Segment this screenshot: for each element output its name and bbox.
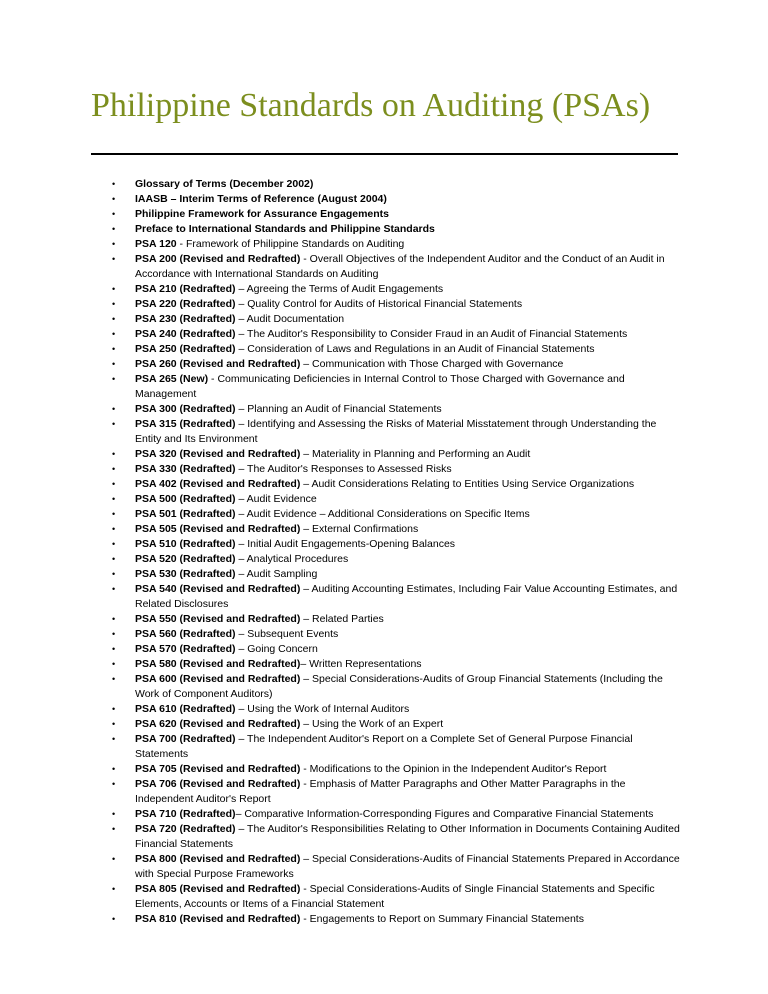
list-item	[112, 312, 682, 327]
bullet-icon: •	[112, 539, 116, 549]
standard-description: – Consideration of Laws and Regulations in an Audit of Financial Statements	[235, 343, 595, 355]
standard-description: – Special Considerations-Audits of Financial Statements Prepared in Accordance with Special Purpose Frameworks	[135, 853, 680, 880]
bullet-icon: •	[112, 614, 116, 624]
standard-description: – Related Parties	[300, 613, 384, 625]
standard-description: – Subsequent Events	[235, 628, 339, 640]
list-item	[112, 417, 682, 447]
standard-code: Glossary of Terms (December 2002)	[135, 178, 314, 190]
bullet-icon: •	[112, 629, 116, 639]
standard-description: – Audit Evidence	[235, 493, 317, 505]
standard-code: PSA 720 (Redrafted)	[135, 823, 236, 835]
list-item	[112, 372, 682, 402]
standard-code: IAASB – Interim Terms of Reference (August 2004)	[135, 193, 387, 205]
standard-code: PSA 402 (Revised and Redrafted)	[135, 478, 301, 490]
bullet-icon: •	[112, 884, 116, 894]
standard-code: PSA 710 (Redrafted)	[135, 808, 236, 820]
list-item	[112, 912, 682, 927]
standard-description: – Audit Sampling	[235, 568, 318, 580]
page-title: Philippine Standards on Auditing (PSAs)	[91, 87, 651, 124]
bullet-icon: •	[112, 464, 116, 474]
list-item	[112, 567, 682, 582]
list-item	[112, 297, 682, 312]
bullet-icon: •	[112, 449, 116, 459]
standard-description: - Special Considerations-Audits of Single Financial Statements and Specific Elements, Accounts or Items of a Financial Statement	[135, 883, 655, 910]
standard-description: – Written Representations	[300, 658, 422, 670]
standard-description: - Overall Objectives of the Independent Auditor and the Conduct of an Audit in Accordance with International Standards on Auditing	[135, 253, 665, 280]
list-item	[112, 552, 682, 567]
standard-description: - Framework of Philippine Standards on Auditing	[176, 238, 405, 250]
standard-description: – Audit Evidence – Additional Considerations on Specific Items	[235, 508, 530, 520]
bullet-icon: •	[112, 764, 116, 774]
standard-code: PSA 120	[135, 238, 177, 250]
standard-description: – Auditing Accounting Estimates, Including Fair Value Accounting Estimates, and Related Disclosures	[135, 583, 678, 610]
bullet-icon: •	[112, 329, 116, 339]
standard-code: PSA 700 (Redrafted)	[135, 733, 236, 745]
bullet-icon: •	[112, 404, 116, 414]
standard-description: – Communication with Those Charged with Governance	[300, 358, 564, 370]
standard-code: Philippine Framework for Assurance Engagements	[135, 208, 390, 220]
standard-code: PSA 320 (Revised and Redrafted)	[135, 448, 301, 460]
standard-code: PSA 300 (Redrafted)	[135, 403, 236, 415]
list-item	[112, 447, 682, 462]
standard-description: – Using the Work of Internal Auditors	[235, 703, 410, 715]
bullet-icon: •	[112, 809, 116, 819]
standard-description: – Materiality in Planning and Performing an Audit	[300, 448, 531, 460]
bullet-icon: •	[112, 509, 116, 519]
list-item	[112, 222, 682, 237]
standard-description: – Going Concern	[235, 643, 318, 655]
bullet-icon: •	[112, 209, 116, 219]
list-item	[112, 672, 682, 702]
list-item	[112, 582, 682, 612]
bullet-icon: •	[112, 854, 116, 864]
bullet-icon: •	[112, 239, 116, 249]
standard-code: PSA 570 (Redrafted)	[135, 643, 236, 655]
list-item	[112, 192, 682, 207]
standard-description: – The Independent Auditor's Report on a Complete Set of General Purpose Financial Statements	[135, 733, 633, 760]
standard-code: PSA 500 (Redrafted)	[135, 493, 236, 505]
list-item	[112, 612, 682, 627]
list-item	[112, 462, 682, 477]
standard-code: PSA 260 (Revised and Redrafted)	[135, 358, 301, 370]
list-item	[112, 507, 682, 522]
standard-description: - Modifications to the Opinion in the Independent Auditor's Report	[300, 763, 607, 775]
standard-code: PSA 250 (Redrafted)	[135, 343, 236, 355]
standard-code: PSA 330 (Redrafted)	[135, 463, 236, 475]
bullet-icon: •	[112, 254, 116, 264]
bullet-icon: •	[112, 734, 116, 744]
standard-code: PSA 505 (Revised and Redrafted)	[135, 523, 301, 535]
list-item	[112, 207, 682, 222]
standard-code: PSA 530 (Redrafted)	[135, 568, 236, 580]
standard-code: PSA 550 (Revised and Redrafted)	[135, 613, 301, 625]
standard-code: PSA 805 (Revised and Redrafted)	[135, 883, 301, 895]
title-divider	[91, 153, 678, 155]
bullet-icon: •	[112, 419, 116, 429]
bullet-icon: •	[112, 569, 116, 579]
standard-description: – The Auditor's Responsibility to Consider Fraud in an Audit of Financial Statements	[235, 328, 628, 340]
standard-description: – Using the Work of an Expert	[300, 718, 444, 730]
standard-code: PSA 220 (Redrafted)	[135, 298, 236, 310]
bullet-icon: •	[112, 299, 116, 309]
standard-description: – Audit Considerations Relating to Entities Using Service Organizations	[300, 478, 635, 490]
list-item	[112, 762, 682, 777]
bullet-icon: •	[112, 659, 116, 669]
list-item	[112, 627, 682, 642]
bullet-icon: •	[112, 914, 116, 924]
standard-description: – External Confirmations	[300, 523, 419, 535]
list-item	[112, 237, 682, 252]
list-item	[112, 807, 682, 822]
bullet-icon: •	[112, 374, 116, 384]
standard-code: PSA 315 (Redrafted)	[135, 418, 236, 430]
list-item	[112, 822, 682, 852]
bullet-icon: •	[112, 554, 116, 564]
bullet-icon: •	[112, 194, 116, 204]
standard-code: PSA 210 (Redrafted)	[135, 283, 236, 295]
standard-code: PSA 810 (Revised and Redrafted)	[135, 913, 301, 925]
standard-code: PSA 240 (Redrafted)	[135, 328, 236, 340]
bullet-icon: •	[112, 524, 116, 534]
standard-code: PSA 600 (Revised and Redrafted)	[135, 673, 301, 685]
standard-description: – The Auditor's Responses to Assessed Risks	[235, 463, 452, 475]
bullet-icon: •	[112, 494, 116, 504]
list-item	[112, 342, 682, 357]
standard-code: PSA 510 (Redrafted)	[135, 538, 236, 550]
standard-description: – Identifying and Assessing the Risks of Material Misstatement through Understanding the Entity and Its Environment	[135, 418, 657, 445]
bullet-icon: •	[112, 224, 116, 234]
list-item	[112, 732, 682, 762]
standard-code: PSA 580 (Revised and Redrafted)	[135, 658, 301, 670]
bullet-icon: •	[112, 719, 116, 729]
standard-code: PSA 705 (Revised and Redrafted)	[135, 763, 301, 775]
list-item	[112, 642, 682, 657]
list-item	[112, 702, 682, 717]
bullet-icon: •	[112, 779, 116, 789]
bullet-icon: •	[112, 284, 116, 294]
standard-code: PSA 520 (Redrafted)	[135, 553, 236, 565]
standard-description: – Special Considerations-Audits of Group Financial Statements (Including the Work of Component Auditors)	[135, 673, 663, 700]
standard-code: PSA 800 (Revised and Redrafted)	[135, 853, 301, 865]
list-item	[112, 357, 682, 372]
list-item	[112, 402, 682, 417]
bullet-icon: •	[112, 314, 116, 324]
standard-code: Preface to International Standards and Philippine Standards	[135, 223, 435, 235]
bullet-icon: •	[112, 344, 116, 354]
standard-description: – Comparative Information-Corresponding Figures and Comparative Financial Statements	[235, 808, 654, 820]
standard-code: PSA 230 (Redrafted)	[135, 313, 236, 325]
bullet-icon: •	[112, 179, 116, 189]
list-item	[112, 522, 682, 537]
list-item	[112, 717, 682, 732]
standards-list	[112, 177, 682, 927]
standard-code: PSA 501 (Redrafted)	[135, 508, 236, 520]
list-item	[112, 492, 682, 507]
list-item	[112, 882, 682, 912]
list-item	[112, 537, 682, 552]
standard-code: PSA 610 (Redrafted)	[135, 703, 236, 715]
bullet-icon: •	[112, 824, 116, 834]
list-item	[112, 177, 682, 192]
standard-code: PSA 265 (New)	[135, 373, 209, 385]
bullet-icon: •	[112, 704, 116, 714]
bullet-icon: •	[112, 674, 116, 684]
standard-description: – Agreeing the Terms of Audit Engagements	[235, 283, 444, 295]
standard-code: PSA 706 (Revised and Redrafted)	[135, 778, 301, 790]
bullet-icon: •	[112, 479, 116, 489]
bullet-icon: •	[112, 584, 116, 594]
standard-code: PSA 540 (Revised and Redrafted)	[135, 583, 301, 595]
bullet-icon: •	[112, 644, 116, 654]
standard-description: – The Auditor's Responsibilities Relating to Other Information in Documents Containing Audited Financial Statements	[135, 823, 680, 850]
list-item	[112, 327, 682, 342]
standard-description: - Engagements to Report on Summary Financial Statements	[300, 913, 584, 925]
standard-description: - Emphasis of Matter Paragraphs and Other Matter Paragraphs in the Independent Auditor's Report	[135, 778, 626, 805]
list-item	[112, 657, 682, 672]
list-item	[112, 252, 682, 282]
bullet-icon: •	[112, 359, 116, 369]
standard-description: – Planning an Audit of Financial Statements	[235, 403, 442, 415]
list-item	[112, 777, 682, 807]
standard-description: – Analytical Procedures	[235, 553, 349, 565]
standard-description: - Communicating Deficiencies in Internal Control to Those Charged with Governance and Management	[135, 373, 625, 400]
standard-code: PSA 620 (Revised and Redrafted)	[135, 718, 301, 730]
standard-code: PSA 200 (Revised and Redrafted)	[135, 253, 301, 265]
standard-description: – Initial Audit Engagements-Opening Balances	[235, 538, 456, 550]
standard-code: PSA 560 (Redrafted)	[135, 628, 236, 640]
list-item	[112, 477, 682, 492]
standard-description: – Audit Documentation	[235, 313, 345, 325]
list-item	[112, 282, 682, 297]
list-item	[112, 852, 682, 882]
standard-description: – Quality Control for Audits of Historical Financial Statements	[235, 298, 523, 310]
